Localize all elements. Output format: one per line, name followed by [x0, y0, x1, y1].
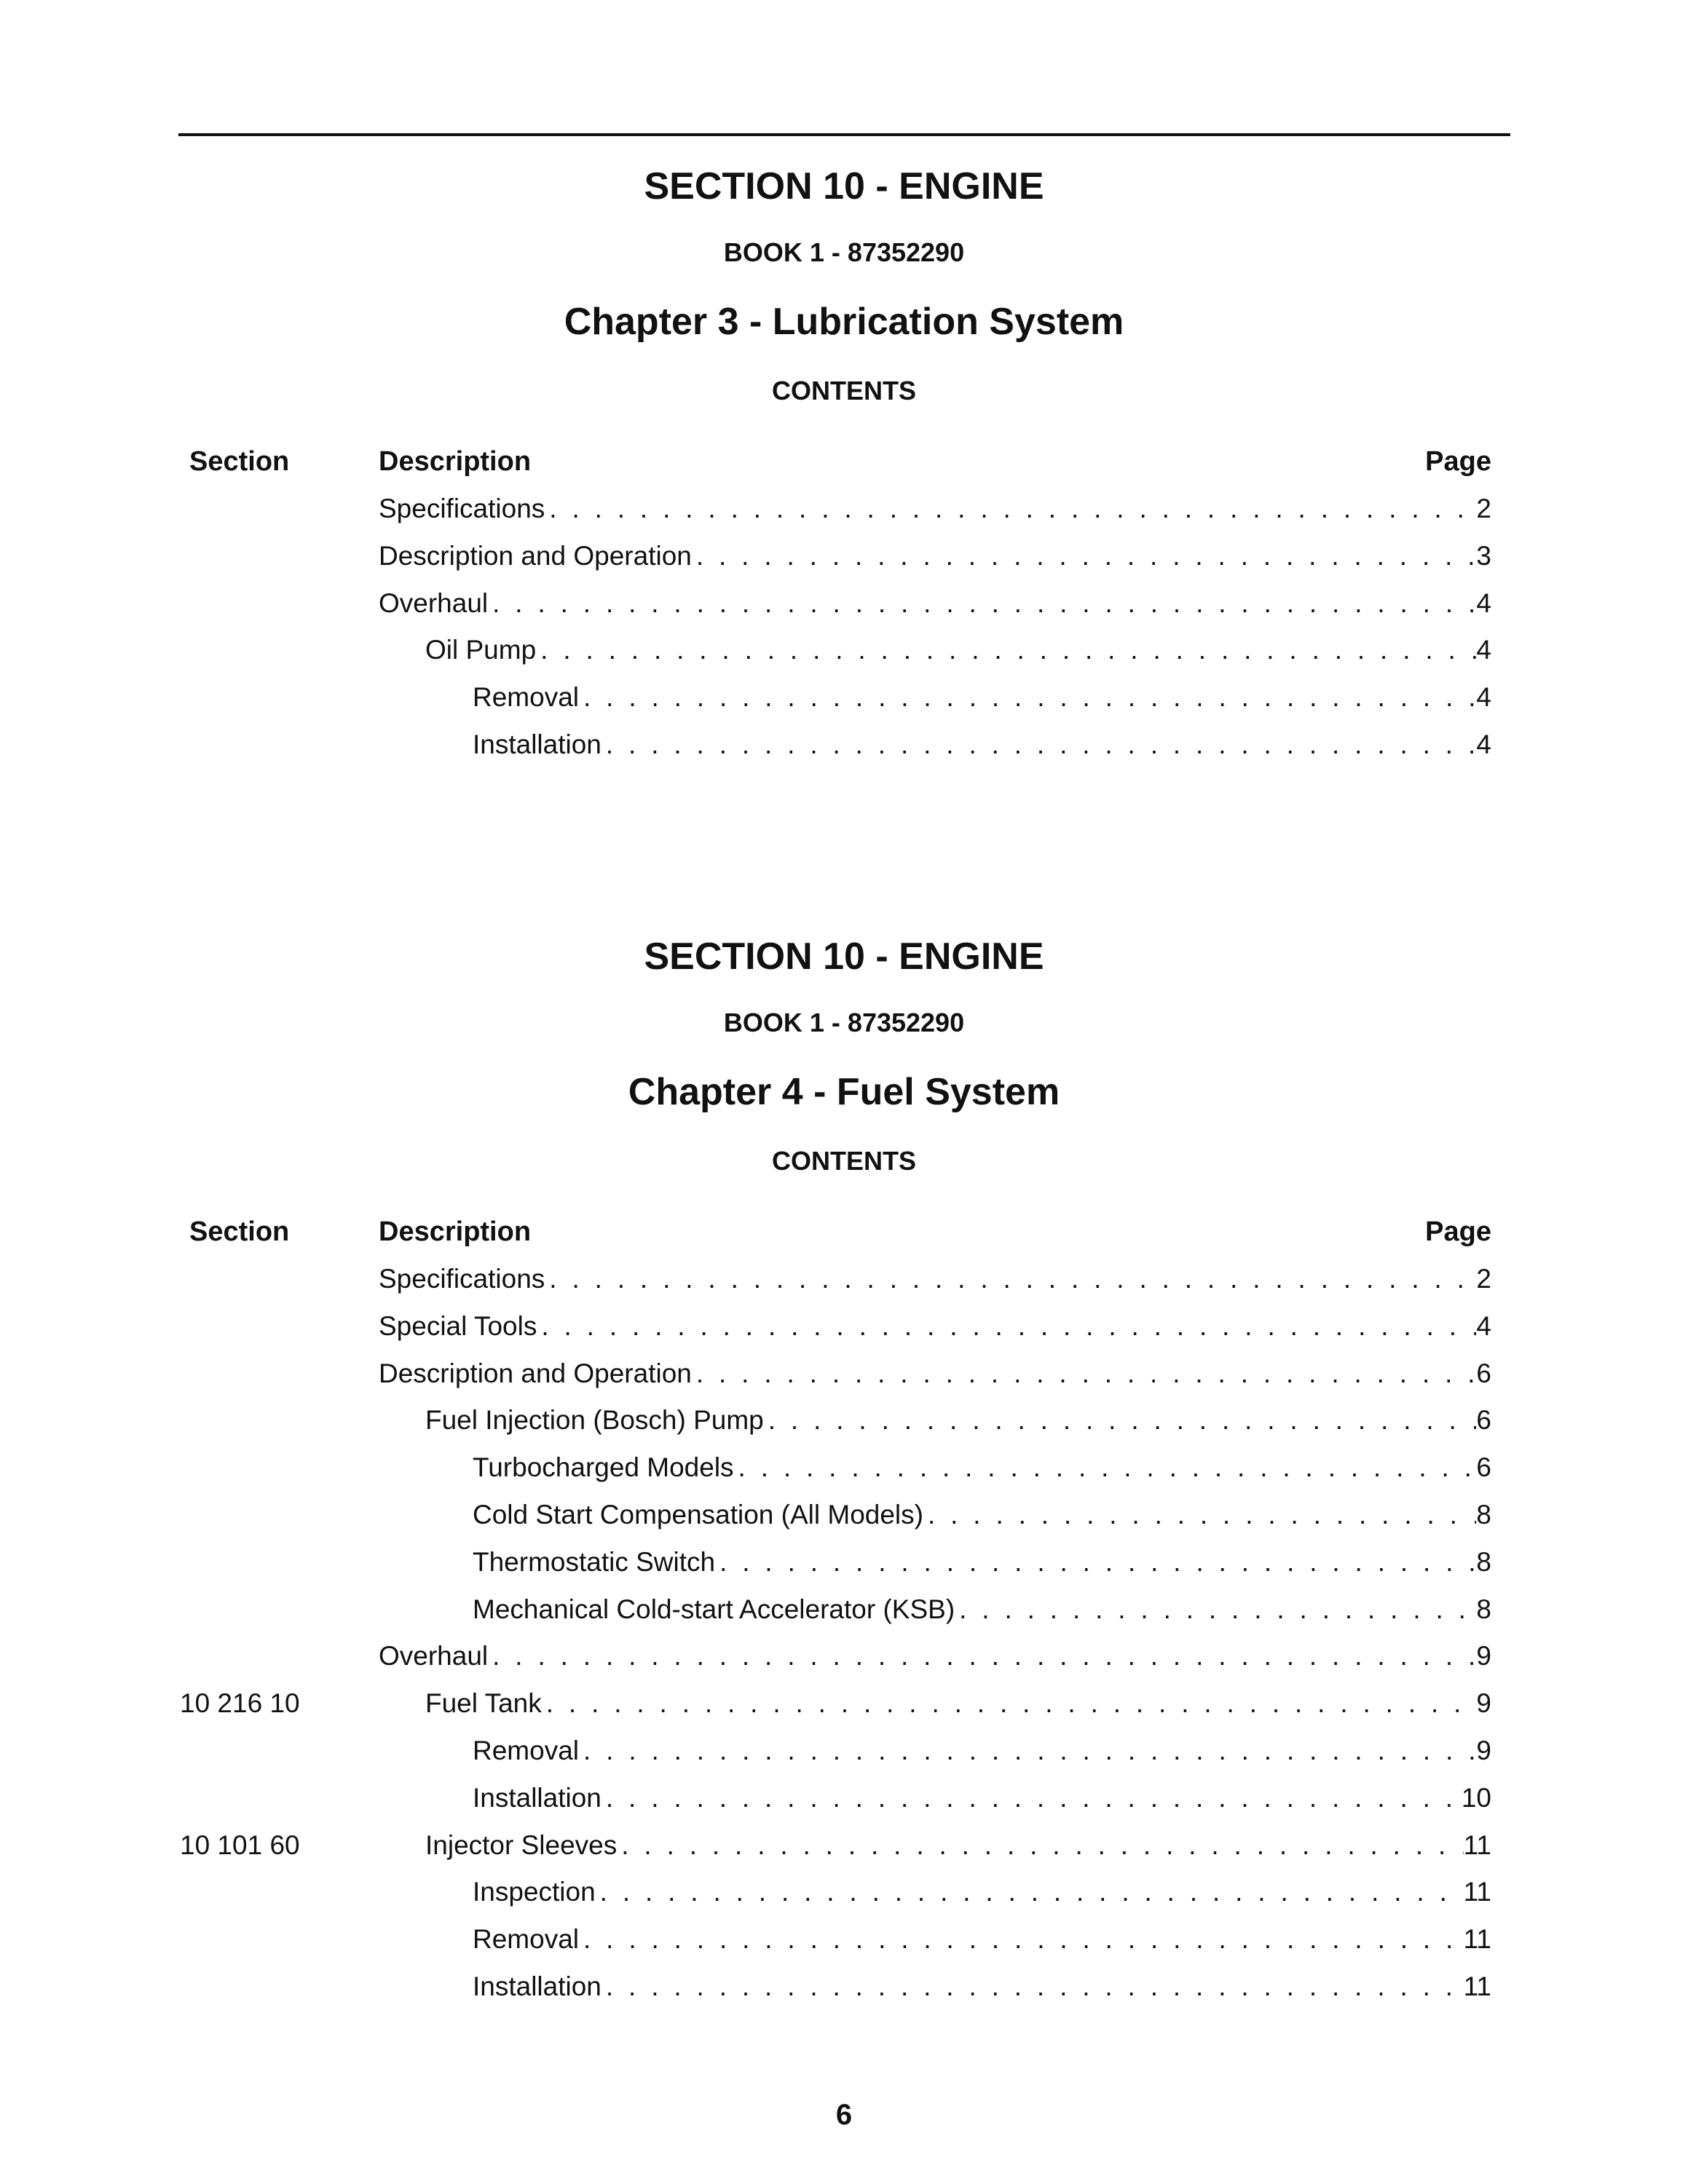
section-title: SECTION 10 - ENGINE: [644, 165, 1044, 207]
toc-entry: [0, 1775, 1688, 1822]
chapter-title: Chapter 3 - Lubrication System: [564, 301, 1124, 343]
dot-leader: [602, 1963, 1464, 2011]
entry-page: 4: [1476, 1310, 1491, 1341]
entry-page: 4: [1476, 635, 1491, 665]
entry-line: [379, 1633, 1491, 1680]
entry-page: 9: [1476, 1688, 1491, 1719]
entry-title: Inspection: [473, 1877, 596, 1907]
toc-entry: [0, 1492, 1688, 1539]
entry-line: [473, 721, 1491, 769]
toc-entry: [0, 580, 1688, 628]
header-page: Page: [1425, 446, 1491, 477]
entry-page: 9: [1476, 1735, 1491, 1765]
toc-rows: [0, 1256, 1688, 2011]
toc-entry: [0, 627, 1688, 674]
entry-section-number: 10 216 10: [180, 1688, 300, 1719]
entry-page: 11: [1463, 1924, 1491, 1955]
toc-entry: [0, 1680, 1688, 1728]
entry-line: [425, 1397, 1491, 1444]
entry-page: 9: [1476, 1641, 1491, 1671]
dot-leader: [923, 1492, 1476, 1539]
entry-title: Mechanical Cold-start Accelerator (KSB): [473, 1594, 955, 1624]
entry-title: Removal: [473, 1735, 579, 1765]
dot-leader: [617, 1822, 1463, 1870]
dot-leader: [536, 627, 1476, 674]
dot-leader: [596, 1869, 1464, 1916]
toc-entry: [0, 1822, 1688, 1870]
entry-line: [473, 1728, 1491, 1775]
page-number: 6: [835, 2099, 853, 2131]
entry-title: Turbocharged Models: [473, 1452, 734, 1483]
toc-entry: [0, 533, 1688, 580]
entry-line: [473, 1539, 1491, 1586]
entry-page: 10: [1461, 1782, 1491, 1813]
toc-entry: [0, 674, 1688, 721]
dot-leader: [579, 674, 1476, 721]
toc-entry: [0, 1916, 1688, 1963]
entry-line: [425, 1822, 1491, 1870]
entry-line: [473, 1869, 1491, 1916]
entry-title: Cold Start Compensation (All Models): [473, 1499, 923, 1530]
toc-entry: [0, 1350, 1688, 1398]
entry-title: Fuel Tank: [425, 1688, 542, 1719]
entry-title: Special Tools: [379, 1310, 537, 1341]
toc-rows: [0, 486, 1688, 769]
dot-leader: [579, 1916, 1464, 1963]
entry-title: Installation: [473, 729, 602, 759]
dot-leader: [734, 1444, 1477, 1492]
entry-title: Oil Pump: [425, 635, 537, 665]
entry-line: [379, 580, 1491, 628]
entry-line: [425, 1680, 1491, 1728]
chapter-title: Chapter 4 - Fuel System: [628, 1071, 1060, 1113]
entry-title: Installation: [473, 1971, 602, 2001]
dot-leader: [602, 721, 1477, 769]
toc-header: [0, 438, 1688, 486]
entry-line: [473, 1492, 1491, 1539]
entry-page: 3: [1476, 540, 1491, 571]
book-line: BOOK 1 - 87352290: [723, 237, 965, 267]
entry-title: Injector Sleeves: [425, 1829, 618, 1860]
dot-leader: [715, 1539, 1476, 1586]
header-page: Page: [1425, 1216, 1491, 1247]
entry-title: Specifications: [379, 494, 545, 523]
dot-leader: [537, 1303, 1476, 1350]
entry-title: Overhaul: [379, 1641, 489, 1671]
entry-title: Description and Operation: [379, 540, 692, 571]
toc-block-chapter-3: [0, 160, 1688, 769]
dot-leader: [545, 1256, 1476, 1303]
header-section: Section: [189, 446, 290, 477]
entry-line: [473, 1444, 1491, 1492]
toc-entry: [0, 1303, 1688, 1350]
entry-page: 4: [1476, 682, 1491, 713]
entry-page: 11: [1463, 1971, 1491, 2001]
toc-entry: [0, 1869, 1688, 1916]
dot-leader: [488, 1633, 1476, 1680]
entry-page: 8: [1476, 1499, 1491, 1530]
dot-leader: [764, 1397, 1477, 1444]
dot-leader: [488, 580, 1476, 628]
toc-entry: [0, 1256, 1688, 1303]
entry-line: [473, 1963, 1491, 2011]
entry-line: [379, 1350, 1491, 1398]
entry-title: Installation: [473, 1782, 602, 1813]
entry-line: [379, 533, 1491, 580]
toc-header: [0, 1208, 1688, 1256]
book-line: BOOK 1 - 87352290: [723, 1008, 965, 1037]
contents-label: CONTENTS: [772, 376, 916, 405]
entry-page: 2: [1476, 1264, 1491, 1294]
entry-page: 4: [1476, 729, 1491, 759]
toc-block-chapter-4: [0, 930, 1688, 2011]
entry-title: Description and Operation: [379, 1358, 692, 1388]
entry-title: Removal: [473, 1924, 579, 1955]
toc-entry: [0, 1586, 1688, 1634]
entry-line: [379, 486, 1491, 533]
header-description: Description: [379, 446, 532, 477]
entry-page: 4: [1476, 587, 1491, 618]
entry-title: Fuel Injection (Bosch) Pump: [425, 1405, 764, 1436]
entry-line: [379, 1303, 1491, 1350]
entry-title: Removal: [473, 682, 579, 713]
entry-page: 6: [1476, 1405, 1491, 1436]
entry-page: 6: [1476, 1358, 1491, 1388]
dot-leader: [692, 1350, 1477, 1398]
entry-line: [473, 674, 1491, 721]
header-section: Section: [189, 1216, 290, 1247]
dot-leader: [692, 533, 1477, 580]
entry-title: Overhaul: [379, 587, 489, 618]
dot-leader: [602, 1775, 1462, 1822]
entry-line: [379, 1256, 1491, 1303]
toc-entry: [0, 1539, 1688, 1586]
section-title: SECTION 10 - ENGINE: [644, 935, 1044, 978]
dot-leader: [542, 1680, 1477, 1728]
entry-line: [473, 1775, 1491, 1822]
entry-line: [473, 1916, 1491, 1963]
top-rule: [178, 133, 1510, 136]
entry-title: Thermostatic Switch: [473, 1546, 716, 1577]
dot-leader: [545, 486, 1476, 533]
toc-entry: [0, 1963, 1688, 2011]
toc-entry: [0, 721, 1688, 769]
entry-title: Specifications: [379, 1264, 545, 1294]
toc-entry: [0, 1728, 1688, 1775]
entry-line: [425, 627, 1491, 674]
entry-page: 2: [1476, 494, 1491, 523]
entry-page: 11: [1463, 1877, 1491, 1907]
toc-entry: [0, 1397, 1688, 1444]
dot-leader: [579, 1728, 1476, 1775]
contents-label: CONTENTS: [772, 1146, 916, 1176]
toc-entry: [0, 486, 1688, 533]
entry-page: 11: [1463, 1829, 1491, 1860]
toc-entry: [0, 1633, 1688, 1680]
header-description: Description: [379, 1216, 532, 1247]
entry-page: 6: [1476, 1452, 1491, 1483]
dot-leader: [955, 1586, 1476, 1634]
entry-line: [473, 1586, 1491, 1634]
entry-page: 8: [1476, 1546, 1491, 1577]
entry-section-number: 10 101 60: [180, 1829, 300, 1860]
entry-page: 8: [1476, 1594, 1491, 1624]
toc-entry: [0, 1444, 1688, 1492]
